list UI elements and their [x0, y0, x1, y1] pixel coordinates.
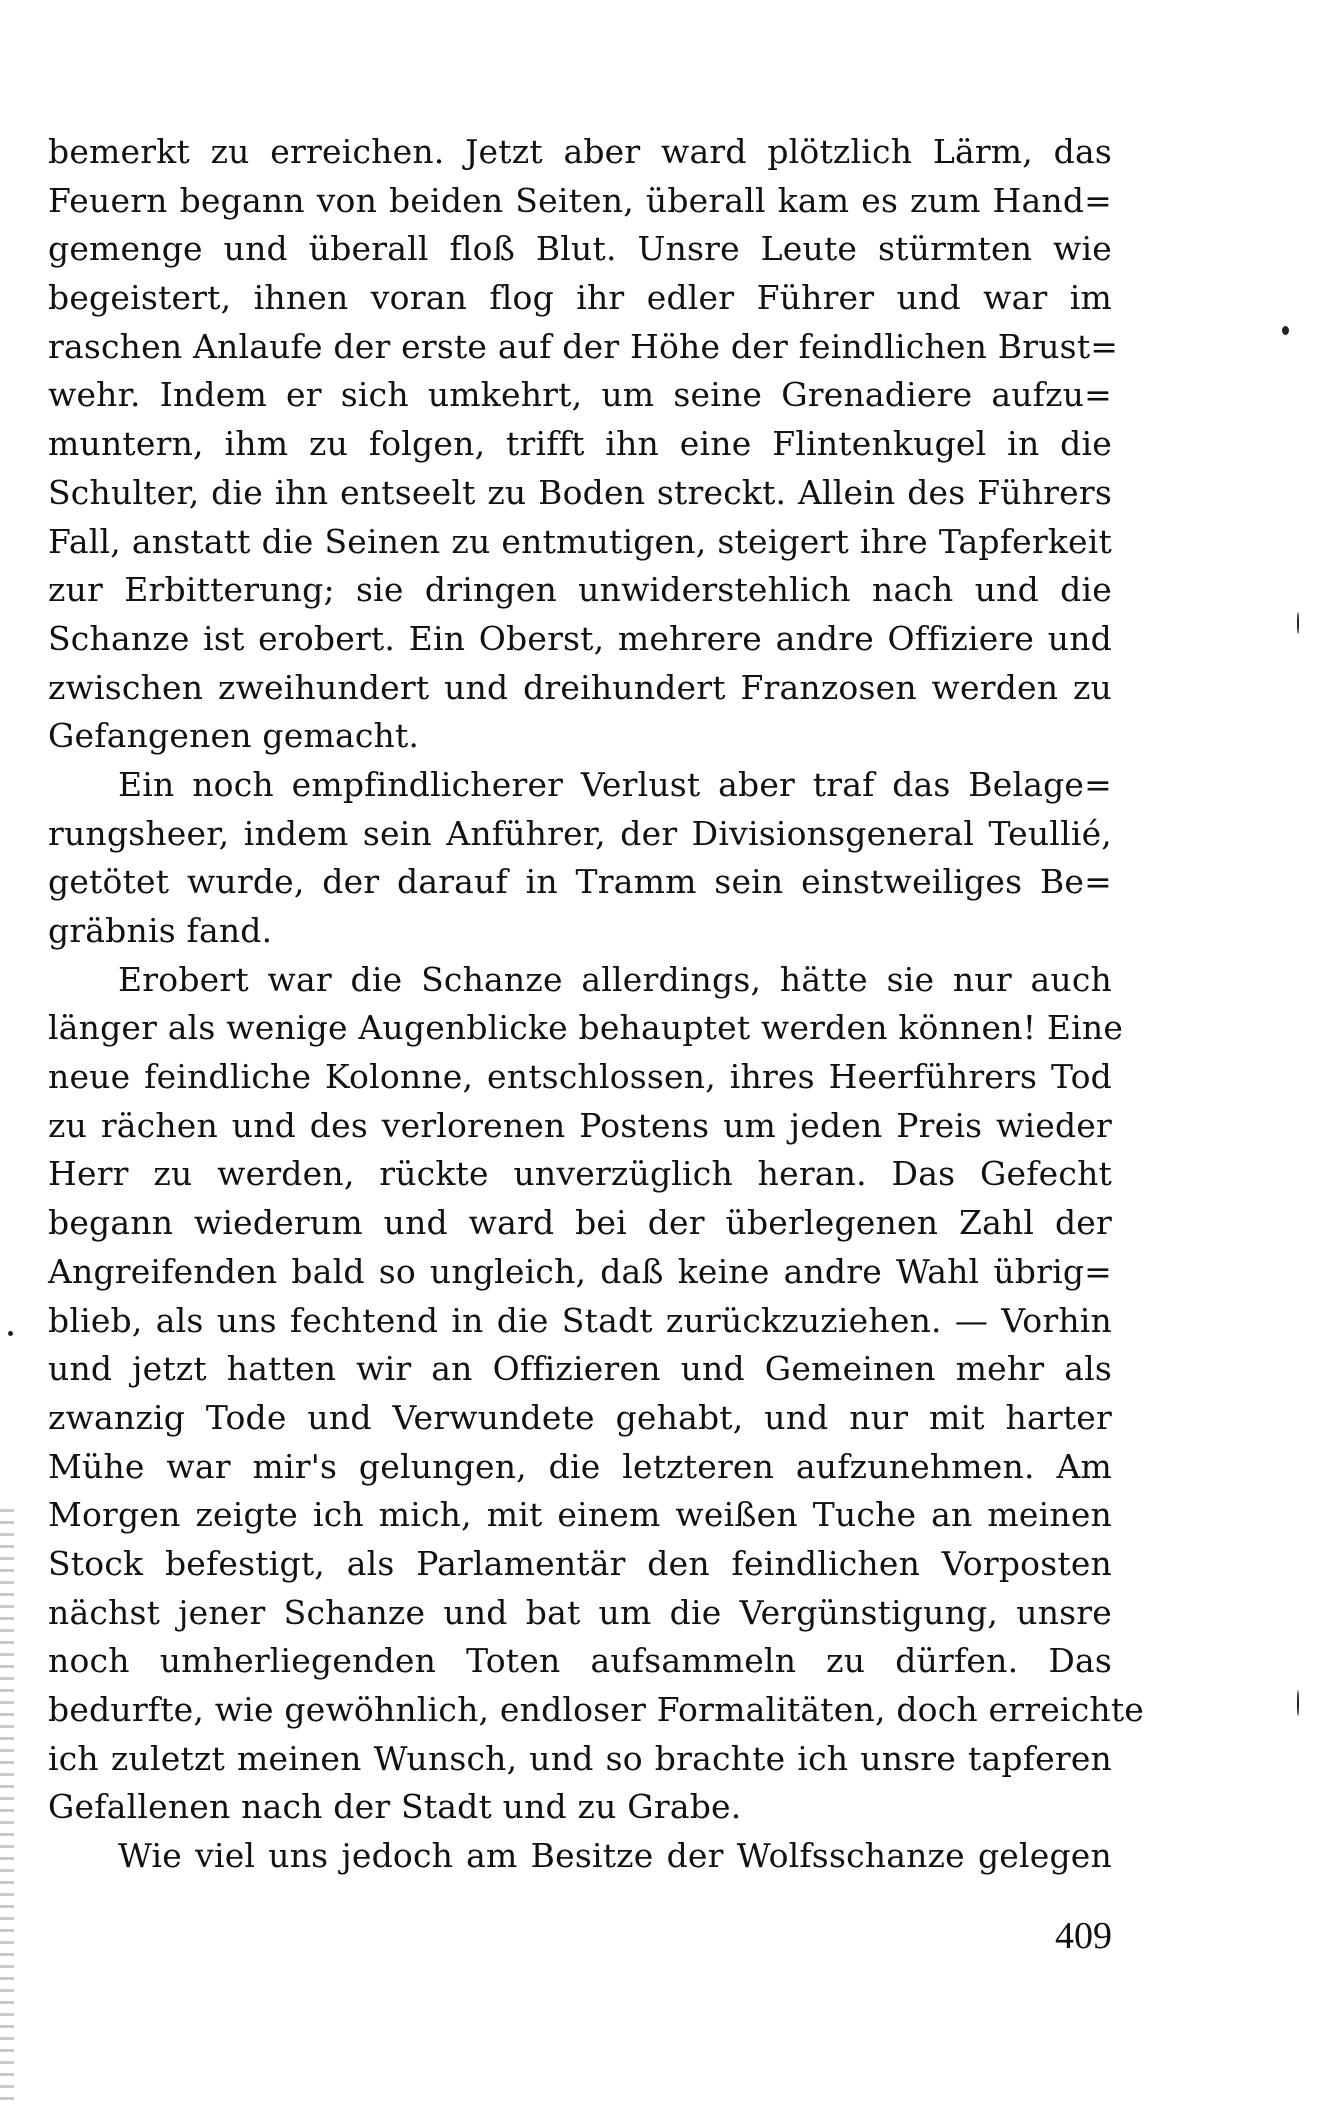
text-line: blieb, als uns fechtend in die Stadt zurückzuziehen. — Vorhin	[48, 1300, 1112, 1340]
text-line: Morgen zeigte ich mich, mit einem weißen Tuche an meinen	[48, 1495, 1112, 1535]
text-line: zur Erbitterung; sie dringen unwiderstehlich nach und die	[48, 570, 1112, 610]
text-line: nächst jener Schanze und bat um die Vergünstigung, unsre	[48, 1592, 1112, 1632]
text-line: Gefangenen gemacht.	[48, 716, 420, 756]
paragraph-start-line: Erobert war die Schanze allerdings, hätte sie nur auch	[118, 959, 1112, 999]
text-line: Fall, anstatt die Seinen zu entmutigen, steigert ihre Tapferkeit	[48, 521, 1112, 561]
scan-speck	[8, 1331, 13, 1336]
text-line: begeistert, ihnen voran flog ihr edler Führer und war im	[48, 278, 1112, 318]
text-line: gräbnis fand.	[48, 911, 273, 950]
text-line: Schanze ist erobert. Ein Oberst, mehrere andre Offiziere und	[48, 618, 1112, 658]
scan-speck	[1282, 326, 1289, 335]
page-number: 409	[1055, 1915, 1112, 1957]
text-line: muntern, ihm zu folgen, trifft ihn eine Flintenkugel in die	[48, 424, 1112, 464]
text-line: getötet wurde, der darauf in Tramm sein einstweiliges Be=	[48, 862, 1112, 902]
scan-speck	[1297, 612, 1299, 634]
text-line: noch umherliegenden Toten aufsammeln zu dürfen. Das	[48, 1641, 1112, 1681]
text-line: zu rächen und des verlorenen Postens um jeden Preis wieder	[48, 1105, 1112, 1145]
text-line: raschen Anlaufe der erste auf der Höhe der feindlichen Brust=	[48, 326, 1119, 366]
text-line: wehr. Indem er sich umkehrt, um seine Grenadiere aufzu=	[48, 375, 1112, 415]
text-line: länger als wenige Augenblicke behauptet werden können! Eine	[48, 1008, 1124, 1048]
text-line: zwanzig Tode und Verwundete gehabt, und nur mit harter	[48, 1397, 1112, 1437]
text-line: bemerkt zu erreichen. Jetzt aber ward plötzlich Lärm, das	[48, 132, 1112, 171]
text-line: zwischen zweihundert und dreihundert Franzosen werden zu	[48, 667, 1112, 707]
text-line: Feuern begann von beiden Seiten, überall kam es zum Hand=	[48, 180, 1112, 220]
paragraph-start-line: Ein noch empfindlicherer Verlust aber traf das Belage=	[118, 764, 1112, 804]
text-line: rungsheer, indem sein Anführer, der Divisionsgeneral Teullié,	[48, 813, 1112, 853]
text-line: Herr zu werden, rückte unverzüglich heran. Das Gefecht	[48, 1154, 1112, 1194]
paragraph-start-line: Wie viel uns jedoch am Besitze der Wolfsschanze gelegen	[118, 1836, 1112, 1876]
text-line: ich zuletzt meinen Wunsch, und so brachte ich unsre tapferen	[48, 1738, 1112, 1778]
text-line: begann wiederum und ward bei der überlegenen Zahl der	[48, 1203, 1112, 1243]
scan-speck	[1297, 1690, 1299, 1716]
text-line: bedurfte, wie gewöhnlich, endloser Formalitäten, doch erreichte	[48, 1690, 1145, 1729]
text-line: Schulter, die ihn entseelt zu Boden streckt. Allein des Führers	[48, 472, 1112, 512]
text-line: neue feindliche Kolonne, entschlossen, ihres Heerführers Tod	[48, 1057, 1112, 1097]
body-text	[48, 128, 1145, 1881]
text-line: Gefallenen nach der Stadt und zu Grabe.	[48, 1787, 742, 1827]
text-line: Stock befestigt, als Parlamentär den feindlichen Vorposten	[48, 1543, 1112, 1583]
text-line: und jetzt hatten wir an Offizieren und Gemeinen mehr als	[48, 1349, 1112, 1389]
text-line: gemenge und überall floß Blut. Unsre Leute stürmten wie	[48, 229, 1112, 269]
text-line: Mühe war mir's gelungen, die letzteren aufzunehmen. Am	[48, 1446, 1112, 1486]
scan-edge-artifact	[0, 1500, 14, 2105]
text-line: Angreifenden bald so ungleich, daß keine andre Wahl übrig=	[48, 1251, 1112, 1291]
